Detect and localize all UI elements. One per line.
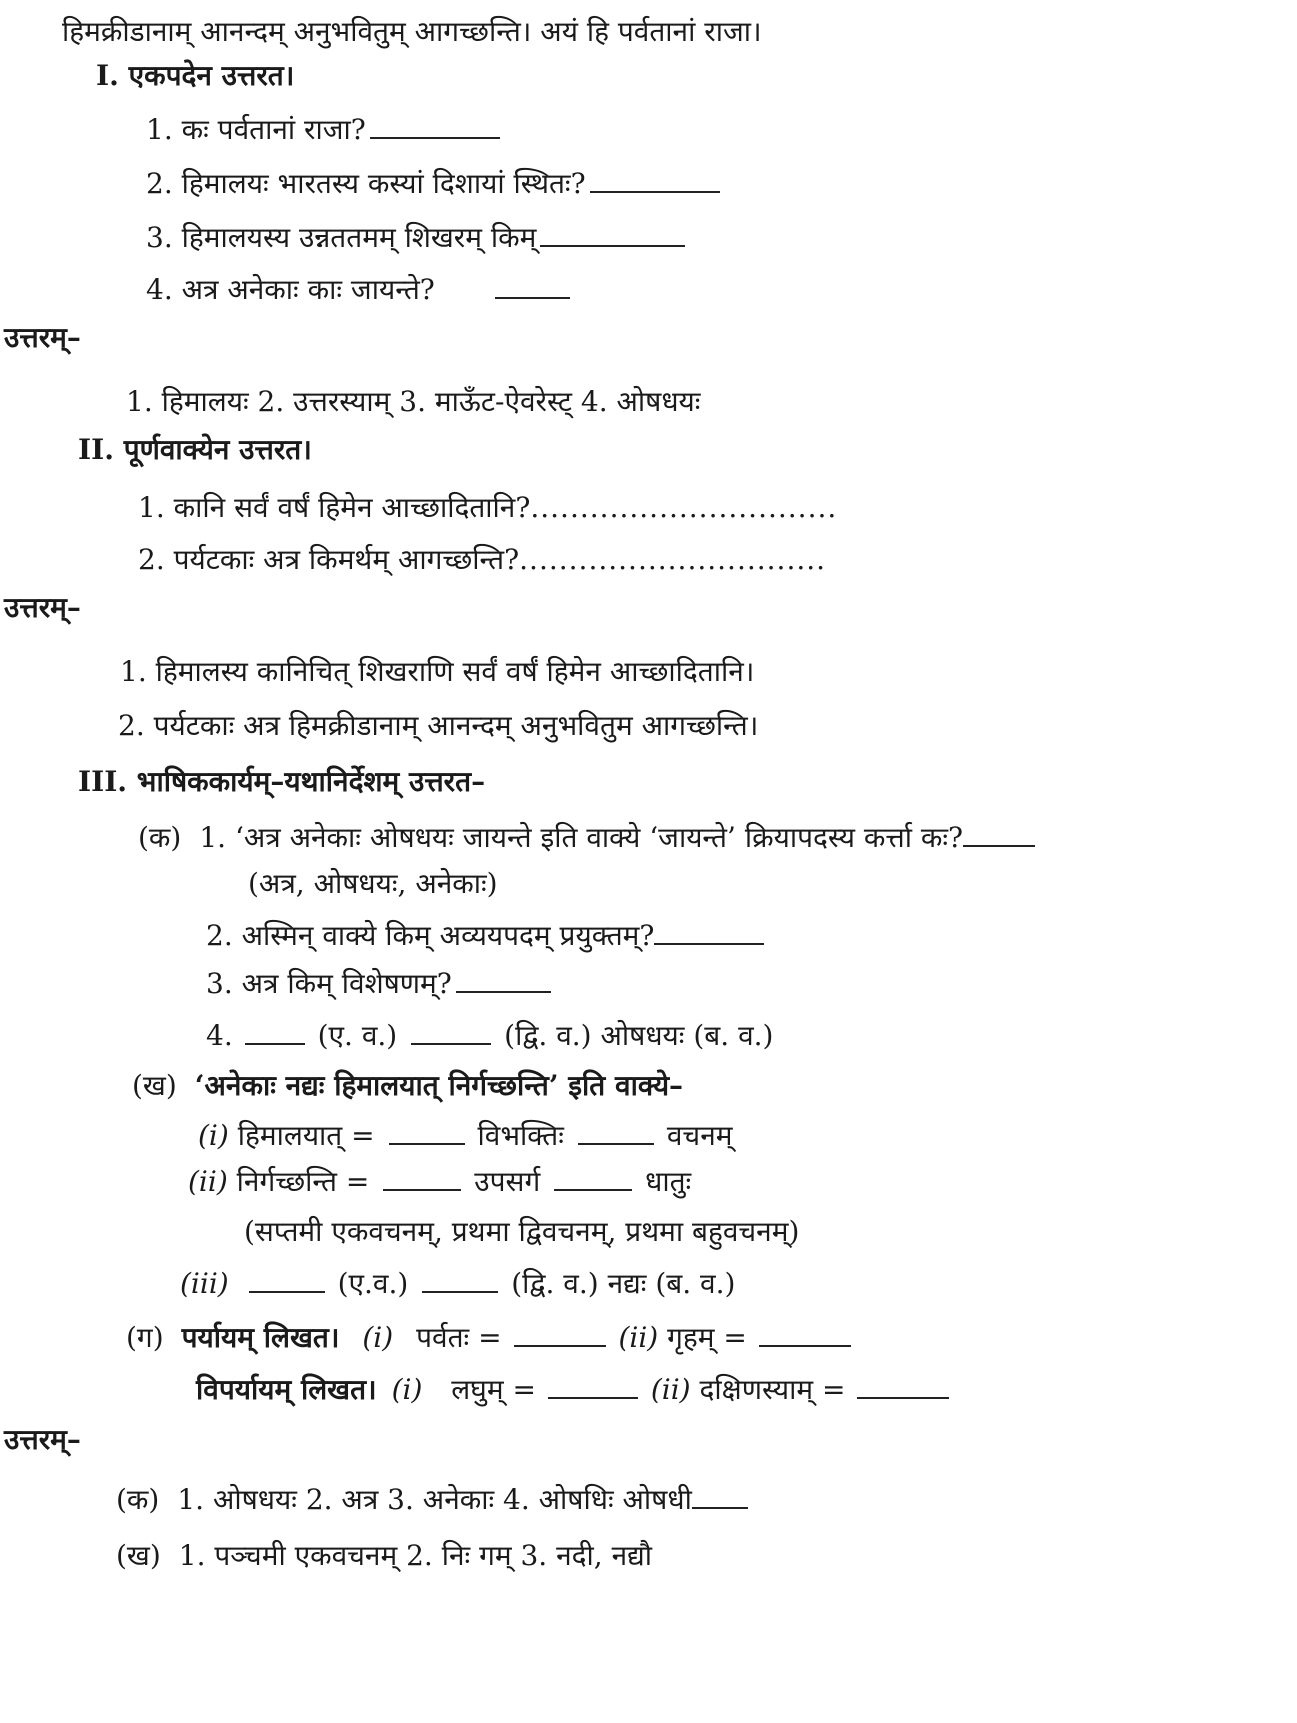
answer-blank[interactable] — [548, 1396, 638, 1399]
answer-blank[interactable] — [514, 1344, 606, 1347]
answer-blank[interactable] — [692, 1506, 748, 1509]
ka-question-3: 3. अत्र किम् विशेषणम्? — [206, 966, 555, 1002]
section1-answer: 1. हिमालयः 2. उत्तरस्याम् 3. माऊँट-ऐवरेस्ट् 4. ओषधयः — [126, 385, 701, 418]
answer-blank[interactable] — [245, 1042, 305, 1045]
answer-blank[interactable] — [370, 136, 500, 139]
answer-blank[interactable] — [590, 190, 720, 193]
answer-blank[interactable] — [540, 244, 685, 247]
section1-answer-label: उत्तरम्– — [4, 321, 81, 354]
answer-blank[interactable] — [654, 942, 764, 945]
kha-sentence: (ख) ‘अनेकाः नद्यः हिमालयात् निर्गच्छन्ति’ इति वाक्ये– — [132, 1069, 684, 1102]
answer-blank[interactable] — [578, 1142, 654, 1145]
ka-question-4: 4. (ए. व.) (द्वि. व.) ओषधयः (ब. व.) — [206, 1019, 774, 1052]
ga-vipary: विपर्यायम् लिखत। (i) लघुम् = (ii) दक्षिणस्याम् = — [196, 1372, 953, 1408]
answer-blank[interactable] — [759, 1344, 851, 1347]
section2-heading: II. पूर्णवाक्येन उत्तरत। — [78, 433, 312, 466]
answer-blank[interactable] — [422, 1290, 498, 1293]
ka-question-1: (क) 1. ‘अत्र अनेकाः ओषधयः जायन्ते इति वाक्ये ‘जायन्ते’ क्रियापदस्य कर्त्ता कः? — [138, 820, 1039, 856]
answer-blank[interactable] — [857, 1396, 949, 1399]
section1-question-1: 1. कः पर्वतानां राजा? — [146, 112, 504, 148]
kha-item-i: (i) हिमालयात् = विभक्तिः वचनम् — [198, 1119, 733, 1152]
section3-answer-ka: (क) 1. ओषधयः 2. अत्र 3. अनेकाः 4. ओषधिः ओषधी — [116, 1482, 752, 1518]
answer-blank[interactable] — [249, 1290, 325, 1293]
ka-question-2: 2. अस्मिन् वाक्ये किम् अव्ययपदम् प्रयुक्तम्? — [206, 918, 768, 954]
section3-heading: III. भाषिककार्यम्–यथानिर्देशम् उत्तरत– — [78, 765, 486, 798]
kha-item-ii: (ii) निर्गच्छन्ति = उपसर्ग धातुः — [188, 1165, 692, 1198]
section1-question-3: 3. हिमालयस्य उन्नततमम् शिखरम् किम् — [146, 220, 689, 256]
section2-question-1: 1. कानि सर्वं वर्षं हिमेन आच्छादितानि?............................... — [138, 491, 838, 524]
kha-options: (सप्तमी एकवचनम्, प्रथमा द्विवचनम्, प्रथमा बहुवचनम्) — [244, 1215, 800, 1248]
section2-answer-label: उत्तरम्– — [4, 591, 81, 624]
answer-blank[interactable] — [389, 1142, 465, 1145]
section1-question-4: 4. अत्र अनेकाः काः जायन्ते? — [146, 272, 574, 308]
section1-question-2: 2. हिमालयः भारतस्य कस्यां दिशायां स्थितः? — [146, 166, 724, 202]
answer-blank[interactable] — [411, 1042, 491, 1045]
section3-answer-label: उत्तरम्– — [4, 1423, 81, 1456]
answer-blank[interactable] — [456, 990, 551, 993]
section3-answer-kha: (ख) 1. पञ्चमी एकवचनम् 2. निः गम् 3. नदी, नद्यौ — [116, 1539, 652, 1572]
section1-heading: I. एकपदेन उत्तरत। — [96, 59, 295, 92]
answer-blank[interactable] — [383, 1188, 461, 1191]
answer-blank[interactable] — [963, 844, 1035, 847]
section2-answer-1: 1. हिमालस्य कानिचित् शिखराणि सर्वं वर्षं हिमेन आच्छादितानि। — [120, 655, 755, 688]
section2-answer-2: 2. पर्यटकाः अत्र हिमक्रीडानाम् आनन्दम् अनुभवितुम आगच्छन्ति। — [118, 709, 759, 742]
ga-paryay: (ग) पर्यायम् लिखत। (i) पर्वतः = (ii) गृहम् = — [126, 1320, 855, 1356]
section2-question-2: 2. पर्यटकाः अत्र किमर्थम् आगच्छन्ति?............................... — [138, 543, 827, 576]
ka-question-1-options: (अत्र, ओषधयः, अनेकाः) — [248, 867, 498, 900]
kha-item-iii: (iii) (ए.व.) (द्वि. व.) नद्यः (ब. व.) — [180, 1267, 736, 1300]
answer-blank[interactable] — [554, 1188, 632, 1191]
intro-line: हिमक्रीडानाम् आनन्दम् अनुभवितुम् आगच्छन्ति। अयं हि पर्वतानां राजा। — [62, 15, 762, 48]
answer-blank[interactable] — [495, 296, 570, 299]
